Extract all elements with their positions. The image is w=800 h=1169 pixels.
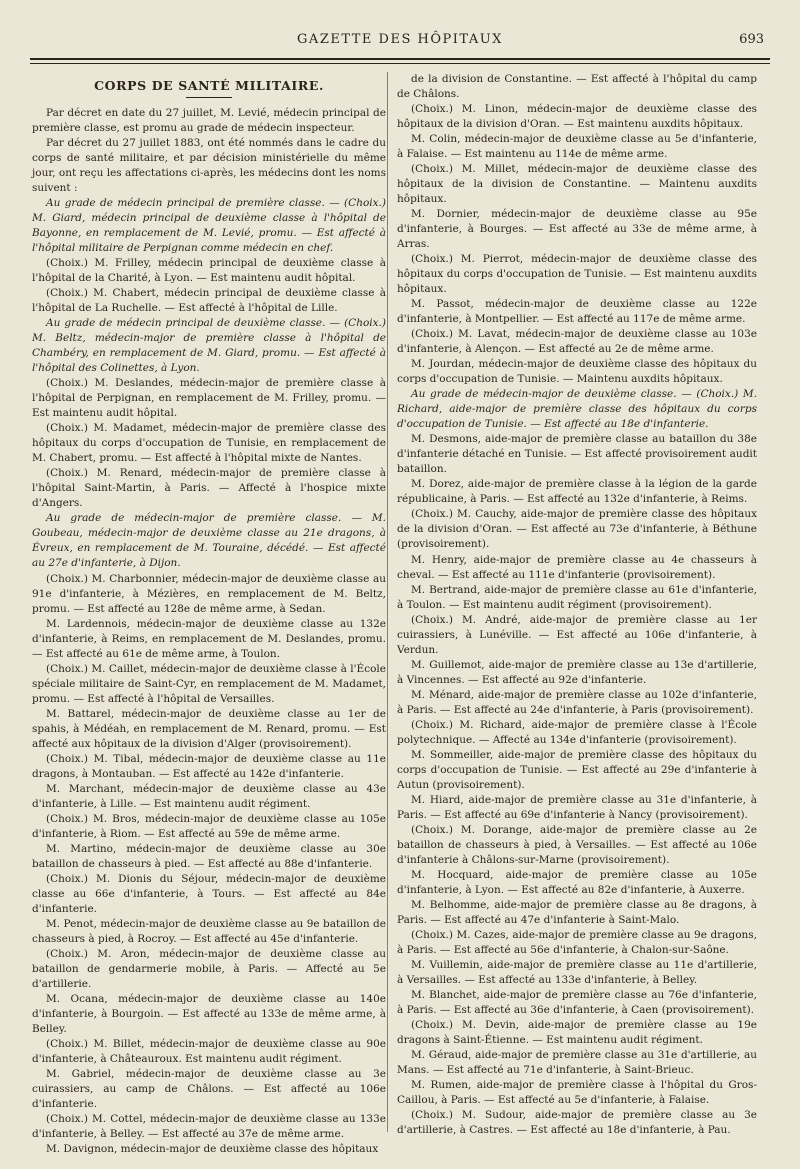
article-paragraph: M. Belhomme, aide-major de première classe au 8e dragons, à Paris. — Est affecté au 47e d'infanterie à Saint-Malo. xyxy=(397,898,757,926)
article-paragraph: (Choix.) M. Millet, médecin-major de deuxième classe des hôpitaux de la division de Constantine. — Maintenu auxdits hôpitaux. xyxy=(397,163,757,206)
article-paragraph: M. Battarel, médecin-major de deuxième classe au 1er de spahis, à Médéah, en remplacement de M. Renard, promu. — Est affecté aux hôpitaux de la division d'Alger (provisoirement). xyxy=(32,707,386,750)
article-paragraph: M. Jourdan, médecin-major de deuxième classe des hôpitaux du corps d'occupation de Tunisie. — Maintenu auxdits hôpitaux. xyxy=(397,358,757,386)
header-rule xyxy=(30,58,770,60)
article-paragraph: (Choix.) M. Pierrot, médecin-major de deuxième classe des hôpitaux du corps d'occupation de Tunisie. — Est maintenu auxdits hôpitaux. xyxy=(397,253,757,296)
article-paragraph: M. Bertrand, aide-major de première classe au 61e d'infanterie, à Toulon. — Est maintenu audit régiment (provisoirement). xyxy=(397,583,757,611)
page-header xyxy=(30,32,770,54)
title-rule xyxy=(186,97,232,98)
article-paragraph: M. Dorez, aide-major de première classe à la légion de la garde républicaine, à Paris. — Est affecté au 132e d'infanterie, à Reims. xyxy=(397,478,757,506)
article-paragraph: Au grade de médecin principal de deuxième classe. — (Choix.) M. Beltz, médecin-major de première classe à l'hôpital de Chambéry, en remplacement de M. Giard, promu. — Est affecté à l'hôpital des Colinettes, à Lyon. xyxy=(32,317,386,375)
article-paragraph: (Choix.) M. Sudour, aide-major de première classe au 3e d'artillerie, à Castres. — Est affecté au 18e d'infanterie, à Pau. xyxy=(397,1109,757,1137)
article-paragraph: (Choix.) M. Renard, médecin-major de première classe à l'hôpital Saint-Martin, à Paris. — Affecté à l'hospice mixte d'Angers. xyxy=(32,467,386,510)
article-paragraph: (Choix.) M. Devin, aide-major de première classe au 19e dragons à Saint-Étienne. — Est maintenu audit régiment. xyxy=(397,1018,757,1046)
article-paragraph: (Choix.) M. Linon, médecin-major de deuxième classe des hôpitaux de la division d'Oran. — Est maintenu auxdits hôpitaux. xyxy=(397,103,757,131)
article-paragraph: M. Ménard, aide-major de première classe au 102e d'infanterie, à Paris. — Est affecté au 24e d'infanterie, à Paris (provisoirement). xyxy=(397,688,757,716)
article-paragraph: (Choix.) M. Deslandes, médecin-major de première classe à l'hôpital de Perpignan, en remplacement de M. Frilley, promu. — Est maintenu audit hôpital. xyxy=(32,377,386,420)
article-paragraph: M. Guillemot, aide-major de première classe au 13e d'artillerie, à Vincennes. — Est affecté au 92e d'infanterie. xyxy=(397,658,757,686)
article-paragraph: (Choix.) M. Frilley, médecin principal de deuxième classe à l'hôpital de la Charité, à Lyon. — Est maintenu audit hôpital. xyxy=(32,257,386,285)
article-paragraph: (Choix.) M. Caillet, médecin-major de deuxième classe à l'École spéciale militaire de Saint-Cyr, en remplacement de M. Madamet, promu. — Est affecté à l'hôpital de Versailles. xyxy=(32,662,386,705)
article-paragraph: M. Ocana, médecin-major de deuxième classe au 140e d'infanterie, à Bourgoin. — Est affecté au 133e de même arme, à Belley. xyxy=(32,992,386,1035)
article-paragraph: Par décret en date du 27 juillet, M. Levié, médecin principal de première classe, est promu au grade de médecin inspecteur. xyxy=(32,107,386,135)
article-paragraph: M. Colin, médecin-major de deuxième classe au 5e d'infanterie, à Falaise. — Est maintenu au 114e de même arme. xyxy=(397,133,757,161)
article-paragraph: (Choix.) M. André, aide-major de première classe au 1er cuirassiers, à Lunéville. — Est affecté au 106e d'infanterie, à Verdun. xyxy=(397,613,757,656)
article-paragraph: Au grade de médecin principal de première classe. — (Choix.) M. Giard, médecin principal de deuxième classe à l'hôpital de Bayonne, en remplacement de M. Levié, promu. — Est affecté à l'hôpital militaire de Perpignan comme médecin en chef. xyxy=(32,197,386,255)
header-rule-thin xyxy=(30,63,770,64)
article-paragraph: (Choix.) M. Richard, aide-major de première classe à l'École polytechnique. — Affecté au 134e d'infanterie (provisoirement). xyxy=(397,718,757,746)
article-paragraph: (Choix.) M. Billet, médecin-major de deuxième classe au 90e d'infanterie, à Châteauroux. Est maintenu audit régiment. xyxy=(32,1037,386,1065)
article-paragraph: (Choix.) M. Chabert, médecin principal de deuxième classe à l'hôpital de La Ruchelle. — Est affecté à l'hôpital de Lille. xyxy=(32,287,386,315)
article-paragraph: M. Géraud, aide-major de première classe au 31e d'artillerie, au Mans. — Est affecté au 71e d'infanterie, à Saint-Brieuc. xyxy=(397,1049,757,1077)
article-paragraph: (Choix.) M. Cazes, aide-major de première classe au 9e dragons, à Paris. — Est affecté au 56e d'infanterie, à Chalon-sur-Saône. xyxy=(397,928,757,956)
article-paragraph: M. Rumen, aide-major de première classe à l'hôpital du Gros-Caillou, à Paris. — Est affecté au 5e d'infanterie, à Falaise. xyxy=(397,1079,757,1107)
article-paragraph: M. Hiard, aide-major de première classe au 31e d'infanterie, à Paris. — Est affecté au 69e d'infanterie à Nancy (provisoirement). xyxy=(397,793,757,821)
article-paragraph: de la division de Constantine. — Est affecté à l'hôpital du camp de Châlons. xyxy=(397,73,757,101)
article-paragraph: (Choix.) M. Dorange, aide-major de première classe au 2e bataillon de chasseurs à pied, à Versailles. — Est affecté au 106e d'infanterie à Châlons-sur-Marne (provisoirement). xyxy=(397,823,757,866)
article-paragraph: (Choix.) M. Tibal, médecin-major de deuxième classe au 11e dragons, à Montauban. — Est affecté au 142e d'infanterie. xyxy=(32,752,386,780)
article-paragraph: M. Blanchet, aide-major de première classe au 76e d'infanterie, à Paris. — Est affecté au 36e d'infanterie, à Caen (provisoirement). xyxy=(397,988,757,1016)
section-title: CORPS DE SANTÉ MILITAIRE. xyxy=(94,78,324,93)
article-paragraph: M. Gabriel, médecin-major de deuxième classe au 3e cuirassiers, au camp de Châlons. — Est affecté au 106e d'infanterie. xyxy=(32,1068,386,1111)
article-paragraph: Au grade de médecin-major de deuxième classe. — (Choix.) M. Richard, aide-major de première classe des hôpitaux du corps d'occupation de Tunisie. — Est affecté au 18e d'infanterie. xyxy=(397,388,757,431)
article-paragraph: M. Lardennois, médecin-major de deuxième classe au 132e d'infanterie, à Reims, en remplacement de M. Deslandes, promu. — Est affecté au 61e de même arme, à Toulon. xyxy=(32,617,386,660)
left-column xyxy=(32,72,386,1157)
article-paragraph: M. Penot, médecin-major de deuxième classe au 9e bataillon de chasseurs à pied, à Rocroy. — Est affecté au 45e d'infanterie. xyxy=(32,917,386,945)
article-paragraph: M. Henry, aide-major de première classe au 4e chasseurs à cheval. — Est affecté au 111e d'infanterie (provisoirement). xyxy=(397,553,757,581)
article-paragraph: Au grade de médecin-major de première classe. — M. Goubeau, médecin-major de deuxième classe au 21e dragons, à Évreux, en remplacement de M. Touraine, décédé. — Est affecté au 27e d'infanterie, à Dijon. xyxy=(32,512,386,570)
article-paragraph: (Choix.) M. Charbonnier, médecin-major de deuxième classe au 91e d'infanterie, à Mézières, en remplacement de M. Beltz, promu. — Est affecté au 128e de même arme, à Sedan. xyxy=(32,572,386,615)
article-paragraph: M. Desmons, aide-major de première classe au bataillon du 38e d'infanterie détaché en Tunisie. — Est affecté provisoirement audit bataillon. xyxy=(397,433,757,476)
right-column xyxy=(397,72,757,1138)
article-paragraph: M. Davignon, médecin-major de deuxième classe des hôpitaux xyxy=(46,1143,379,1156)
article-paragraph: (Choix.) M. Lavat, médecin-major de deuxième classe au 103e d'infanterie, à Alençon. — Est affecté au 2e de même arme. xyxy=(397,328,757,356)
article-paragraph: M. Passot, médecin-major de deuxième classe au 122e d'infanterie, à Montpellier. — Est affecté au 117e de même arme. xyxy=(397,298,757,326)
article-paragraph: M. Martino, médecin-major de deuxième classe au 30e bataillon de chasseurs à pied. — Est affecté au 88e d'infanterie. xyxy=(32,842,386,870)
article-paragraph: M. Dornier, médecin-major de deuxième classe au 95e d'infanterie, à Bourges. — Est affecté au 33e de même arme, à Arras. xyxy=(397,208,757,251)
article-paragraph: (Choix.) M. Cauchy, aide-major de première classe des hôpitaux de la division d'Oran. — Est affecté au 73e d'infanterie, à Béthune (provisoirement). xyxy=(397,508,757,551)
article-paragraph: (Choix.) M. Bros, médecin-major de deuxième classe au 105e d'infanterie, à Riom. — Est affecté au 59e de même arme. xyxy=(32,812,386,840)
article-paragraph: M. Vuillemin, aide-major de première classe au 11e d'artillerie, à Versailles. — Est affecté au 133e d'infanterie, à Belley. xyxy=(397,958,757,986)
running-title: GAZETTE DES HÔPITAUX xyxy=(297,32,503,47)
article-paragraph: Par décret du 27 juillet 1883, ont été nommés dans le cadre du corps de santé militaire, et par décision ministérielle du même jour, ont reçu les affectations ci-après, les médecins dont les noms suivent : xyxy=(32,137,387,195)
article-paragraph: (Choix.) M. Aron, médecin-major de deuxième classe au bataillon de gendarmerie mobile, à Paris. — Affecté au 5e d'artillerie. xyxy=(32,947,386,990)
article-paragraph: M. Sommeiller, aide-major de première classe des hôpitaux du corps d'occupation de Tunisie. — Est affecté au 29e d'infanterie à Autun (provisoirement). xyxy=(397,748,757,791)
page-number: 693 xyxy=(739,32,764,47)
article-paragraph: M. Marchant, médecin-major de deuxième classe au 43e d'infanterie, à Lille. — Est maintenu audit régiment. xyxy=(32,782,386,810)
article-paragraph: (Choix.) M. Dionis du Séjour, médecin-major de deuxième classe au 66e d'infanterie, à Tours. — Est affecté au 84e d'infanterie. xyxy=(32,872,386,915)
article-paragraph: M. Hocquard, aide-major de première classe au 105e d'infanterie, à Lyon. — Est affecté au 82e d'infanterie, à Auxerre. xyxy=(397,868,757,896)
column-divider xyxy=(387,72,388,1132)
article-paragraph: (Choix.) M. Cottel, médecin-major de deuxième classe au 133e d'infanterie, à Belley. — Est affecté au 37e de même arme. xyxy=(32,1113,386,1141)
article-paragraph: (Choix.) M. Madamet, médecin-major de première classe des hôpitaux du corps d'occupation de Tunisie, en remplacement de M. Chabert, promu. — Est affecté à l'hôpital mixte de Nantes. xyxy=(32,422,386,465)
